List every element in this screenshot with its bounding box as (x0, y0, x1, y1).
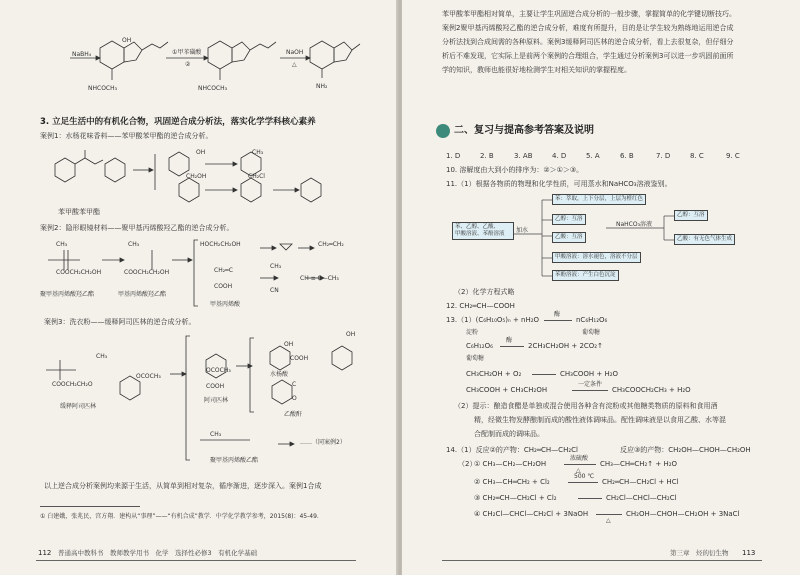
case3-oh: OH (284, 341, 294, 348)
flow-nahco3-label: NaHCO₃溶液 (616, 221, 652, 228)
q14-1a: 14.（1）反应②的产物：CH₂═CH—CH₂Cl (446, 446, 578, 454)
oh-label: OH (122, 37, 132, 44)
answer-5: 5. A (586, 152, 600, 160)
q14-2-1: ① CH₃—CH₂—CH₂OH (474, 460, 547, 468)
case2-poly-label: 聚甲基丙烯酸羟乙酯 (40, 291, 95, 298)
case2-methacrylic: CH₂═C (214, 267, 233, 274)
case1-name: 苯甲酸苯甲酯 (58, 208, 100, 216)
q13-hint-1: （2）提示：酿造食醋是单独或混合使用各种含有淀粉或其他糖类物质的原料和食用酒 (454, 402, 718, 410)
footer-left: 普通高中教科书 教师教学用书 化学 选择性必修3 有机化学基础 (58, 549, 258, 557)
nh2-label: NH₂ (316, 83, 328, 90)
footnote: ① 白建娥，张兆民，宫方翔．建构从“事理”——“有机合成”教学．中学化学教学参考，2015(8)：45-49. (40, 513, 319, 520)
case2-ester-a: COOCH₂CH₂OH (56, 269, 102, 276)
case2-ch3-a: CH₃ (56, 241, 68, 248)
flow-ethanol-result (674, 210, 708, 221)
case3-ococh3-b: OCOCH₃ (206, 367, 231, 374)
case2-propyne: CH ≡ C—CH₃ (300, 275, 339, 282)
q13-4-prod: CH₃COOCH₂CH₃ + H₂O (612, 386, 691, 394)
q14-2-3: ③ CH₂═CH—CH₂Cl + Cl₂ (474, 494, 557, 502)
answer-9: 9. C (726, 152, 740, 160)
case3-o: O (292, 395, 297, 402)
nhcoch3-label-1: NHCOCH₃ (88, 85, 118, 92)
q13-4-arrow (572, 390, 608, 391)
q11-2: （2）化学方程式略 (454, 288, 515, 296)
case3-anhydride: 乙酸酐 (284, 411, 303, 418)
case3-oh-2: OH (346, 331, 356, 338)
q14-2-4-arrow (596, 514, 622, 515)
case1-oh: OH (196, 149, 206, 156)
q13-4-cond: 一定条件 (578, 381, 603, 388)
q13-3-arrow (532, 374, 556, 375)
case3-ring-label: ……（同案例2） (300, 439, 346, 446)
q14-2-2-arrow (568, 482, 598, 483)
left-page (0, 0, 398, 575)
case2-acid-label: 甲基丙烯酸 (210, 301, 241, 308)
flow-phenol-text: 苯酚溶液：产生白色沉淀 (555, 272, 616, 278)
case3-salicylic: 水杨酸 (270, 371, 289, 378)
right-page (402, 0, 800, 575)
q11: 11.（1）根据各物质的物理和化学性质，可用蒸水和NaHCO₃溶液鉴别。 (446, 180, 672, 188)
flow-start (452, 222, 514, 240)
flow-acid-text: 乙酸：互溶 (555, 234, 583, 240)
q14-2-3p: CH₂Cl—CHCl—CH₂Cl (606, 494, 677, 502)
flow-benzene (552, 194, 646, 205)
case3-cooh-2: COOH (290, 355, 309, 362)
flow-phenol (552, 270, 619, 281)
case2-ester-b: COOCH₂CH₂OH (124, 269, 170, 276)
heat-label: △ (292, 61, 297, 68)
case3-text: 案例3：洗衣粉——缓释阿司匹林的逆合成分析。 (44, 318, 196, 326)
flow-acid-result (674, 234, 735, 245)
q13-3: CH₃CH₂OH + O₂ (466, 370, 522, 378)
summary-text: 以上逆合成分析案例均来源于生活，从简单到相对复杂，循序渐进，逐步深入。案例1合成 (44, 482, 322, 490)
q13-1: 13.（1）(C₆H₁₀O₅)ₙ + nH₂O (446, 316, 540, 324)
flow-formic (552, 252, 641, 263)
q13-2-arrow (500, 346, 524, 347)
answer-2: 2. B (480, 152, 494, 160)
section2-title: 二、复习与提高参考答案及说明 (454, 125, 594, 136)
q13-1-prod: nC₆H₁₂O₆ (576, 316, 608, 324)
case2-ch3-b: CH₃ (128, 241, 140, 248)
naoh-label: NaOH (286, 49, 304, 56)
q14-2-1h: △ (576, 467, 581, 474)
intro-line-5: 学的知识，教师也能很好地检测学生对相关知识的掌握程度。 (442, 66, 631, 74)
case3-cooh: COOH (206, 383, 225, 390)
answer-3: 3. AB (514, 152, 533, 160)
q10: 10. 溶解度由大到小的排序为：②＞①＞③。 (446, 166, 584, 174)
case2-glycol: HOCH₂CH₂OH (200, 241, 241, 248)
footer-rule-right (442, 560, 762, 561)
q14-2-3-arrow (578, 498, 602, 499)
q13-hint-2: 精，经微生物发酵酿制而成的酸性液体调味品。配性调味液是以食用乙酸、水等混 (474, 416, 726, 424)
flow-benzene-text: 苯：萃取，上下分层，上层为橙红色 (555, 196, 644, 202)
answer-8: 8. C (690, 152, 704, 160)
answer-7: 7. D (656, 152, 671, 160)
q14-2-2p: CH₂═CH—CH₂Cl + HCl (602, 478, 679, 486)
q14-2-1p: CH₃—CH═CH₂↑ + H₂O (600, 460, 678, 468)
q13-hint-3: 合配制而成的调味品。 (474, 430, 544, 438)
flow-acid-result-text: 乙酸：有无色气体生成 (677, 236, 733, 242)
q14-2-4p: CH₂OH—CHOH—CH₂OH + 3NaCl (626, 510, 740, 518)
answer-4: 4. D (552, 152, 567, 160)
case3-ococh3: OCOCH₃ (136, 373, 161, 380)
footer-rule-left (36, 560, 356, 561)
section3-title: 3. 立足生活中的有机化合物，巩固逆合成分析法，落实化学学科核心素养 (40, 117, 316, 127)
q14-2-4: ④ CH₂Cl—CHCl—CH₂Cl + 3NaOH (474, 510, 589, 518)
q14-2-2c: 500 ℃ (574, 473, 595, 480)
flow-acid (552, 232, 586, 243)
hcl-label: ② (185, 61, 191, 68)
intro-line-4: 析后不难发现，它实际上是前两个案例的合理组合，学生通过分析案例3可以进一步巩固前面所 (442, 52, 734, 60)
case2-ch3-c: CH₃ (270, 263, 282, 270)
flow-formic-text: 甲酸溶液：溶水褪色，溶液不分层 (555, 254, 638, 260)
case1-ch3: CH₃ (252, 149, 264, 156)
q13-1-arrow (544, 320, 572, 321)
case2-cn: CN (270, 287, 279, 294)
intro-line-1: 苯甲酸苯甲酯相对简单，主要让学生巩固逆合成分析的一般步骤，掌握简单的化学键切断技巧。 (442, 10, 736, 18)
q14-2-4h: △ (606, 517, 611, 524)
q14-2-1-arrow (564, 464, 596, 465)
case3-slow-label: 缓释阿司匹林 (60, 403, 97, 410)
q14-1b: 反应③的产物：CH₂OH—CHOH—CH₂OH (620, 446, 751, 454)
footnote-rule (40, 506, 140, 507)
case3-co: C (292, 381, 297, 388)
case2-mono-label: 甲基丙烯酸羟乙酯 (118, 291, 167, 298)
case3-ester: COOCH₂CH₂O (52, 381, 93, 388)
top-reaction-scheme (60, 18, 360, 108)
q13-2-label: 葡萄糖 (466, 355, 485, 362)
q12: 12. CH₂═CH—COOH (446, 302, 515, 310)
page-number-right: 113 (742, 549, 756, 557)
q13-3-prod: CH₃COOH + H₂O (560, 370, 619, 378)
flow-ethanol-text: 乙醇：互溶 (555, 216, 583, 222)
flow-water-label: 加水 (516, 227, 529, 234)
q13-glucose: 葡萄糖 (582, 329, 601, 336)
flow-ethanol-result-text: 乙醇：互溶 (677, 212, 705, 218)
intro-line-3: 分析法找到合成间需的各种原料。案例3缓释阿司匹林的逆合成分析，看上去很复杂，但仔细分 (442, 38, 734, 46)
case3-poly2: 聚甲基丙烯酸乙酯 (210, 457, 259, 464)
case3-aspirin: 阿司匹林 (204, 397, 229, 404)
case3-ch3: CH₃ (96, 353, 108, 360)
q13-1-cat: 酶 (554, 311, 561, 318)
case2-ethene: CH₂═CH₂ (318, 241, 344, 248)
answer-1: 1. D (446, 152, 461, 160)
answer-6: 6. B (620, 152, 634, 160)
page-number-left: 112 (38, 549, 52, 557)
cyclize-label: ①甲苯磺酸 (172, 49, 202, 56)
case2-cooh: COOH (214, 283, 233, 290)
q14-2-2: ② CH₃—CH═CH₂ + Cl₂ (474, 478, 550, 486)
q14-2-label: （2） (458, 460, 477, 468)
intro-line-2: 案例2聚甲基丙烯酸羟乙酯的逆合成分析，难度有所提升，目的是让学生较为熟练地运用逆合成 (442, 24, 734, 32)
case1-ch2oh: CH₂OH (186, 173, 207, 180)
q13-2-prod: 2CH₃CH₂OH + 2CO₂↑ (528, 342, 603, 350)
case1-ch2cl: CH₂Cl (248, 173, 265, 180)
flow-start-text: 苯、乙醇、乙酸、 甲酸溶液、苯酚溶液 (455, 224, 505, 237)
case2-text: 案例2：隐形眼镜材料——聚甲基丙烯酸羟乙酯的逆合成分析。 (40, 224, 234, 232)
case3-ch3-b: CH₃ (210, 431, 222, 438)
flow-ethanol (552, 214, 586, 225)
case1-text: 案例1：水杨花味香料——苯甲酸苯甲酯的逆合成分析。 (40, 132, 213, 140)
q13-2-cat: 酶 (506, 337, 513, 344)
q14-2-1c: 浓硫酸 (570, 455, 589, 462)
nabh4-label: NaBH₄ (72, 51, 92, 58)
nhcoch3-label-2: NHCOCH₃ (198, 85, 228, 92)
q13-2-left: C₆H₁₂O₆ (466, 342, 493, 350)
q13-4: CH₃COOH + CH₃CH₂OH (466, 386, 548, 394)
q13-starch: 淀粉 (466, 329, 479, 336)
chapter-footer: 第三章 烃的衍生物 (670, 549, 729, 557)
